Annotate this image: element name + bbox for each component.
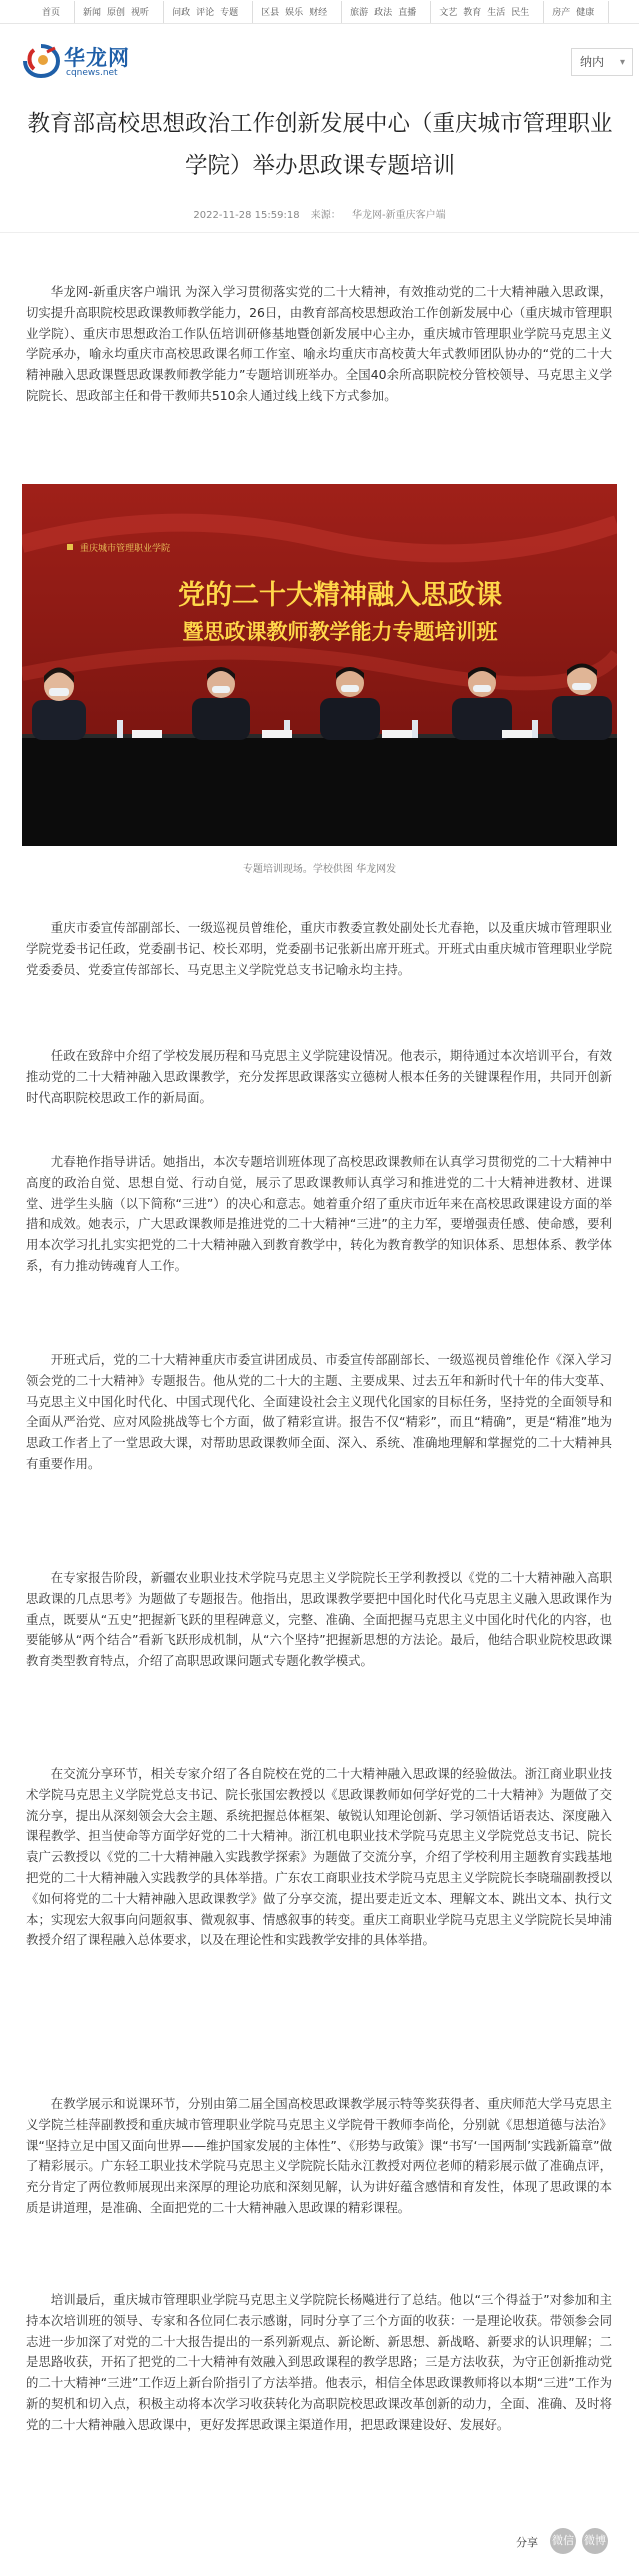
share-label: 分享 (516, 2536, 538, 2549)
nav-link[interactable]: 视听 (131, 8, 150, 18)
article-photo (22, 484, 617, 846)
source-label: 来源： (310, 210, 341, 221)
nav-link[interactable]: 直播 (398, 8, 417, 18)
article-paragraph: 华龙网-新重庆客户端讯 为深入学习贯彻落实党的二十大精神，有效推动党的二十大精神融入思政课，切实提升高职院校思政课教师教学能力，26日，由教育部高校思想政治工作创新发展中心（重庆城市管理职业学院）、重庆市思想政治工作队伍培训研修基地暨创新发展中心主办，重庆城市管理职业学院马克思主义学院承办，喻永均重庆市高校思政课名师工作室、喻永均重庆市高校黄大年式教师团队协办的“党的二十大精神融入思政课暨思政课教师教学能力”专题培训班举办。全国40余所高职院校分管校领导、马克思主义学院院长、思政部主任和骨干教师共510余人通过线上线下方式参加。 (26, 284, 612, 403)
nav-group (431, 1, 544, 24)
nav-link[interactable]: 文艺 (439, 8, 458, 18)
article-paragraph: 尤春艳作指导讲话。她指出，本次专题培训班体现了高校思政课教师在认真学习贯彻党的二十大精神中高度的政治自觉、思想自觉、行动自觉，展示了思政课教师认真学习和推进党的二十大精神进教材、进课堂、进学生头脑（以下简称“三进”）的决心和意志。她着重介绍了重庆市近年来在高校思政课建设方面的举措和成效。她表示，广大思政课教师是推进党的二十大精神“三进”的主力军，要增强责任感、使命感，要利用本次学习扎扎实实把党的二十大精神融入到教育教学中，转化为教育教学的知识体系、思想体系、教学体系，有力推动铸魂育人工作。 (26, 1154, 612, 1273)
nav-link[interactable]: 区县 (261, 8, 280, 18)
nav-link[interactable]: 教育 (463, 8, 482, 18)
logo-domain: cqnews.net (66, 68, 118, 78)
nav-group (544, 1, 609, 24)
nav-group (253, 1, 342, 24)
wechat-share-button[interactable]: 微信 (550, 2528, 576, 2554)
article-meta (0, 206, 639, 221)
banner-line-2: 暨思政课教师教学能力专题培训班 (182, 620, 498, 644)
article-paragraph: 在专家报告阶段，新疆农业职业技术学院马克思主义学院院长王学利教授以《党的二十大精神融入高职思政课的几点思考》为题做了专题报告。他指出，思政课教学要把中国化时代化马克思主义融入思政课作为重点，既要从“五史”把握新飞跃的里程碑意义，完整、准确、全面把握马克思主义中国化时代化的内容，也要能够从“两个结合”看新飞跃形成机制，从“六个坚持”把握新思想的方法论。最后，他结合职业院校思政课教育类型教育特点，介绍了高职思政课问题式专题化教学模式。 (26, 1570, 612, 1669)
article-paragraph: 在教学展示和说课环节，分别由第二届全国高校思政课教学展示特等奖获得者、重庆师范大学马克思主义学院兰桂萍副教授和重庆城市管理职业学院马克思主义学院骨干教师李尚伦，分别就《思想道德与法治》课“坚持立足中国又面向世界——维护国家发展的主体性”、《形势与政策》课“书写‘一国两制’实践新篇章”做了精彩展示。广东轻工职业技术学院马克思主义学院院长陆永江教授对两位老师的精彩展示做了准确点评，充分肯定了两位教师展现出来深厚的理论功底和深刻见解，认为讲好蕴含感情和育发性，体现了思政课的本质是讲道理，是准确、全面把党的二十大精神融入思政课的精彩课程。 (26, 2096, 612, 2215)
top-nav (0, 0, 639, 24)
nav-group (342, 1, 431, 24)
divider (0, 232, 639, 233)
weibo-share-button[interactable]: 微博 (582, 2528, 608, 2554)
region-select[interactable] (571, 48, 633, 76)
article-paragraph: 培训最后，重庆城市管理职业学院马克思主义学院院长杨飚进行了总结。他以“三个得益于”对参加和主持本次培训班的领导、专家和各位同仁表示感谢，同时分享了三个方面的收获：一是理论收获。带领参会同志进一步加深了对党的二十大报告提出的一系列新观点、新论断、新思想、新战略、新要求的认识理解；二是思路收获，开拓了把党的二十大精神有效融入到思政课程的教学思路；三是方法收获，为守正创新推动党的二十大精神“三进”工作迈上新台阶指引了方法举措。他表示，相信全体思政课教师将以本期“三进”工作为新的契机和切入点，积极主动将本次学习收获转化为高职院校思政课改革创新的动力，全面、准确、及时将党的二十大精神融入思政课中，更好发挥思政课主渠道作用，把思政课建设好、发展好。 (26, 2292, 612, 2432)
nav-link[interactable]: 原创 (107, 8, 126, 18)
nav-link[interactable]: 健康 (576, 8, 595, 18)
nav-link[interactable]: 财经 (309, 8, 328, 18)
backdrop-school-text: 重庆城市管理职业学院 (80, 544, 171, 554)
logo-name: 华龙网 (64, 45, 130, 70)
nav-link[interactable]: 专题 (220, 8, 239, 18)
nav-link[interactable]: 旅游 (350, 8, 369, 18)
site-logo[interactable] (22, 40, 142, 84)
nav-link[interactable]: 政法 (374, 8, 393, 18)
dragon-logo-icon (22, 44, 60, 78)
training-scene (22, 484, 617, 846)
article-date: 2022-11-28 15:59:18 (193, 210, 300, 221)
nav-link[interactable]: 评论 (196, 8, 215, 18)
nav-link[interactable]: 新闻 (83, 8, 102, 18)
region-selected: 纳内 (580, 55, 605, 69)
nav-link[interactable]: 首页 (42, 8, 61, 18)
banner-line-1: 党的二十大精神融入思政课 (178, 580, 502, 611)
share-bar (516, 2526, 636, 2556)
chevron-down-icon: ▾ (619, 57, 625, 68)
nav-link[interactable]: 生活 (487, 8, 506, 18)
article-title: 教育部高校思想政治工作创新发展中心（重庆城市管理职业学院）举办思政课专题培训 (27, 111, 613, 179)
site-header (0, 24, 639, 94)
article-paragraph: 在交流分享环节，相关专家介绍了各自院校在党的二十大精神融入思政课的经验做法。浙江商业职业技术学院马克思主义学院党总支书记、院长张国宏教授以《思政课教师如何学好党的二十大精神》为题做了交流分享，提出从深刻领会大会主题、系统把握总体框架、敏锐认知理论创新、学习领悟话语表达、深度融入课程教学、担当使命等方面学好党的二十大精神。浙江机电职业技术学院马克思主义学院党总支书记、院长袁广云教授以《党的二十大精神融入实践教学探索》为题做了交流分享，介绍了学校利用主题教育实践基地把党的二十大精神融入实践教学的具体举措。广东农工商职业技术学院马克思主义学院院长李晓瑞副教授以《如何将党的二十大精神融入思政课教学》做了分享交流，提出要走近文本、理解文本、跳出文本、执行文本；实现宏大叙事向问题叙事、微观叙事、情感叙事的转变。重庆工商职业学院马克思主义学院院长吴坤浦教授介绍了课程融入总体要求，以及在理论性和实践教学安排的具体举措。 (26, 1766, 612, 1948)
nav-group (164, 1, 253, 24)
nav-link[interactable]: 娱乐 (285, 8, 304, 18)
article-paragraph: 开班式后，党的二十大精神重庆市委宣讲团成员、市委宣传部副部长、一级巡视员曾维伦作《深入学习领会党的二十大精神》专题报告。他从党的二十大的主题、主要成果、过去五年和新时代十年的伟大变革、马克思主义中国化时代化、中国式现代化、全面建设社会主义现代化国家的目标任务，坚持党的全面领导和全面从严治党、应对风险挑战等七个方面，做了精彩宣讲。报告不仅“精彩”，而且“精确”，更是“精准”地为思政工作者上了一堂思政大课，对帮助思政课教师全面、深入、系统、准确地理解和掌握党的二十大精神具有重要作用。 (26, 1352, 612, 1471)
nav-group (75, 1, 164, 24)
nav-group (34, 1, 75, 24)
nav-link[interactable]: 民生 (511, 8, 530, 18)
article-paragraph: 重庆市委宣传部副部长、一级巡视员曾维伦，重庆市教委宣教处副处长尤春艳，以及重庆城市管理职业学院党委书记任政，党委副书记、校长邓明，党委副书记张新出席开班式。开班式由重庆城市管理职业学院党委委员、党委宣传部部长、马克思主义学院党总支书记喻永均主持。 (26, 920, 612, 977)
photo-caption: 专题培训现场。学校供图 华龙网发 (242, 864, 397, 875)
article-source: 华龙网-新重庆客户端 (351, 210, 446, 221)
nav-link[interactable]: 问政 (172, 8, 191, 18)
nav-link[interactable]: 房产 (552, 8, 571, 18)
article-paragraph: 任政在致辞中介绍了学校发展历程和马克思主义学院建设情况。他表示，期待通过本次培训平台，有效推动党的二十大精神融入思政课教学，充分发挥思政课落实立德树人根本任务的关键课程作用，共同开创新时代高职院校思政工作的新局面。 (26, 1048, 612, 1105)
